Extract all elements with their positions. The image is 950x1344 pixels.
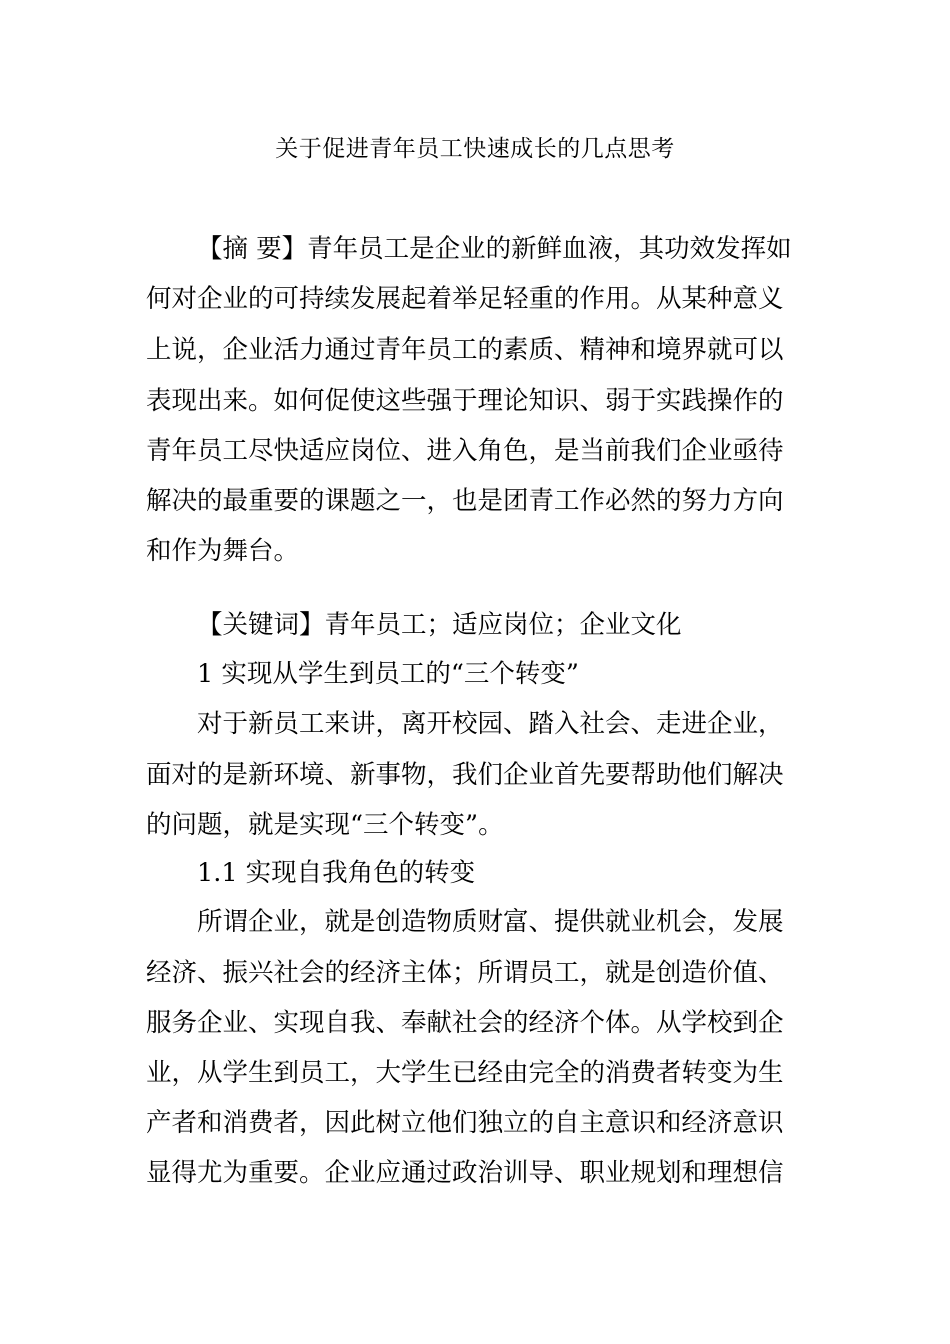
abstract-line: 上说，企业活力通过青年员工的素质、精神和境界就可以 <box>146 335 784 365</box>
abstract-line: 何对企业的可持续发展起着举足轻重的作用。从某种意义 <box>146 284 784 314</box>
abstract-line: 【摘 要】青年员工是企业的新鲜血液，其功效发挥如 <box>197 234 792 264</box>
subsection-heading: 1.1 实现自我角色的转变 <box>197 858 476 888</box>
paragraph-line: 面对的是新环境、新事物，我们企业首先要帮助他们解决 <box>146 760 784 790</box>
abstract-line: 解决的最重要的课题之一，也是团青工作必然的努力方向 <box>146 486 784 516</box>
paragraph-line: 显得尤为重要。企业应通过政治训导、职业规划和理想信 <box>146 1158 784 1188</box>
paragraph-line: 经济、振兴社会的经济主体；所谓员工，就是创造价值、 <box>146 958 784 988</box>
paragraph-line: 服务企业、实现自我、奉献社会的经济个体。从学校到企 <box>146 1008 784 1038</box>
paragraph-line: 产者和消费者，因此树立他们独立的自主意识和经济意识 <box>146 1108 784 1138</box>
paragraph-line: 所谓企业，就是创造物质财富、提供就业机会，发展 <box>197 907 784 937</box>
paragraph-line: 对于新员工来讲，离开校园、踏入社会、走进企业， <box>197 709 784 739</box>
paragraph-line: 的问题，就是实现“三个转变”。 <box>146 810 504 840</box>
abstract-line: 和作为舞台。 <box>146 536 300 566</box>
document-title: 关于促进青年员工快速成长的几点思考 <box>275 136 675 162</box>
paragraph-line: 业，从学生到员工，大学生已经由完全的消费者转变为生 <box>146 1058 784 1088</box>
abstract-line: 表现出来。如何促使这些强于理论知识、弱于实践操作的 <box>146 386 784 416</box>
keywords-line: 【关键词】青年员工；适应岗位；企业文化 <box>197 610 682 640</box>
abstract-line: 青年员工尽快适应岗位、进入角色，是当前我们企业亟待 <box>146 436 784 466</box>
section-heading: 1 实现从学生到员工的“三个转变” <box>197 659 579 689</box>
